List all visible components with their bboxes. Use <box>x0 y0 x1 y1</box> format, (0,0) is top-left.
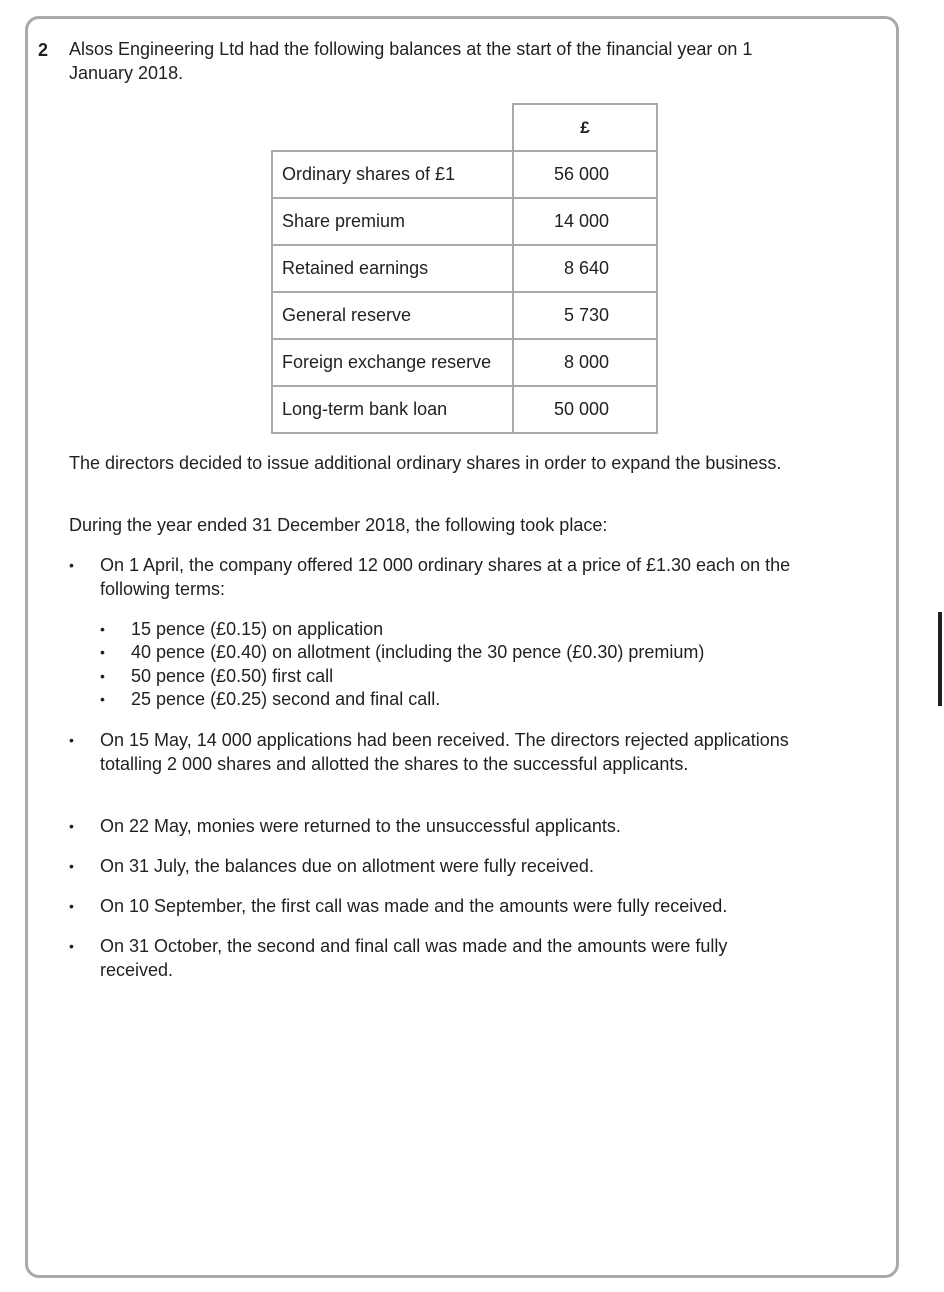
event-returned-text: On 22 May, monies were returned to the unsuccessful applicants. <box>100 816 621 836</box>
currency-header: £ <box>513 104 657 151</box>
bullet-dot: • <box>100 691 105 707</box>
bullet-dot: • <box>69 732 74 748</box>
table-row <box>272 198 657 245</box>
question-intro: Alsos Engineering Ltd had the following balances at the start of the financial year on 1 January 2018. <box>69 39 753 83</box>
table-row <box>272 245 657 292</box>
table-row <box>272 386 657 433</box>
row-value: 56 000 <box>513 151 657 198</box>
table-corner <box>272 104 513 151</box>
term-text: 15 pence (£0.15) on application <box>131 619 384 639</box>
table-row <box>272 292 657 339</box>
table-row <box>272 151 657 198</box>
row-label: General reserve <box>272 292 513 339</box>
page-edge-marker <box>938 612 942 706</box>
bullet-dot: • <box>69 898 74 914</box>
row-label: Long-term bank loan <box>272 386 513 433</box>
term-text: 50 pence (£0.50) first call <box>131 666 334 686</box>
event-allotment-text: On 31 July, the balances due on allotment were fully received. <box>100 856 594 876</box>
event-first-call-text: On 10 September, the first call was made and the amounts were fully received. <box>100 896 728 916</box>
row-value: 14 000 <box>513 198 657 245</box>
row-label: Foreign exchange reserve <box>272 339 513 386</box>
row-value: 5 730 <box>513 292 657 339</box>
bullet-dot: • <box>69 557 74 573</box>
question-number: 2 <box>38 40 49 60</box>
balances-table <box>271 103 658 434</box>
during-year-paragraph: During the year ended 31 December 2018, the following took place: <box>69 515 608 535</box>
bullet-dot: • <box>69 858 74 874</box>
row-label: Ordinary shares of £1 <box>272 151 513 198</box>
directors-paragraph: The directors decided to issue additional ordinary shares in order to expand the business. <box>69 453 782 473</box>
row-value: 8 640 <box>513 245 657 292</box>
row-value: 8 000 <box>513 339 657 386</box>
event-final-call-text: On 31 October, the second and final call was made and the amounts were fully received. <box>100 936 728 980</box>
row-value: 50 000 <box>513 386 657 433</box>
bullet-dot: • <box>69 818 74 834</box>
bullet-dot: • <box>100 668 105 684</box>
event-applications-text: On 15 May, 14 000 applications had been received. The directors rejected applications totalling 2 000 shares and allotted the shares to the successful applicants. <box>100 730 789 774</box>
row-label: Retained earnings <box>272 245 513 292</box>
bullet-dot: • <box>100 644 105 660</box>
table-row <box>272 339 657 386</box>
term-text: 40 pence (£0.40) on allotment (including the 30 pence (£0.30) premium) <box>131 642 705 662</box>
bullet-dot: • <box>69 938 74 954</box>
bullet-dot: • <box>100 621 105 637</box>
table-header-row <box>272 104 657 151</box>
event-offer-text: On 1 April, the company offered 12 000 ordinary shares at a price of £1.30 each on the following terms: <box>100 555 791 599</box>
term-text: 25 pence (£0.25) second and final call. <box>131 689 441 709</box>
row-label: Share premium <box>272 198 513 245</box>
